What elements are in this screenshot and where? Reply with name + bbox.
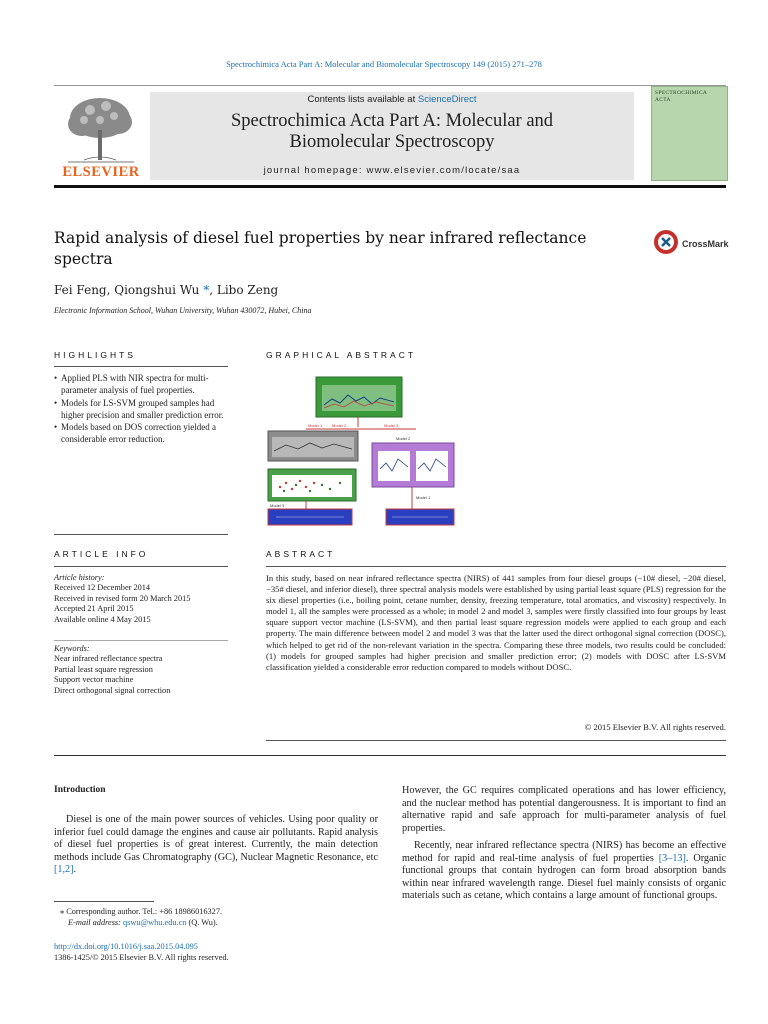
history-item: Available online 4 May 2015 (54, 614, 151, 624)
reference-link[interactable]: [3–13] (658, 852, 686, 864)
intro-right-text-a: Recently, near infrared reflectance spectra (NIRS) has become an effective method for rapid and real-time analysis of fuel properties (402, 840, 726, 864)
front-matter-end-rule (54, 755, 726, 756)
highlights-bottom-rule (54, 534, 228, 535)
article-title (54, 228, 614, 270)
article-title-line2: spectra (54, 250, 113, 268)
ga-label-model2b: Model 2 (396, 436, 411, 441)
keywords-block (54, 644, 228, 696)
ga-label-model3c: Model 3 (270, 503, 285, 508)
journal-title-line2: Biomolecular Spectroscopy (289, 132, 495, 152)
abstract-bottom-rule (266, 740, 726, 741)
article-info-rule (54, 566, 228, 567)
history-item: Received 12 December 2014 (54, 583, 151, 593)
footnote-rule (54, 901, 154, 902)
intro-right-paragraph-2 (402, 840, 726, 903)
author-list (54, 283, 278, 297)
header-thick-rule (54, 185, 726, 188)
intro-right-text-b: . Organic functional groups that contain hydrogen can form broad absorption bands within near infrared wavelength range. Diesel fuel mainly consists of organic materials such as cetane, which contains a large amount of functional groups. (402, 852, 726, 902)
contents-availability (150, 94, 634, 105)
highlight-item: • Models for LS-SVM grouped samples had higher precision and smaller prediction error. (54, 397, 228, 422)
crossmark-icon[interactable] (653, 229, 679, 255)
journal-citation[interactable]: Spectrochimica Acta Part A: Molecular and Biomolecular Spectroscopy 149 (2015) 271–278 (226, 59, 542, 69)
abstract-copyright: © 2015 Elsevier B.V. All rights reserved. (584, 722, 726, 732)
email-suffix: (Q. Wu). (186, 918, 218, 927)
history-item: Accepted 21 April 2015 (54, 604, 134, 614)
abstract-rule (266, 566, 726, 567)
corresponding-author-note: ⁎ Corresponding author. Tel.: +86 18986016327. (60, 907, 223, 916)
email-label: E-mail address: (68, 918, 123, 927)
doi-block (54, 941, 229, 963)
reference-link[interactable]: [1,2] (54, 864, 74, 876)
article-title-line1: Rapid analysis of diesel fuel properties by near infrared reflectance (54, 229, 587, 247)
issn-line: 1386-1425/© 2015 Elsevier B.V. All rights reserved. (54, 953, 229, 962)
cover-title: SPECTROCHIMICA ACTA (655, 90, 707, 103)
graphical-abstract-figure (266, 371, 456, 529)
ga-label-model2: Model 2 (332, 423, 347, 428)
highlights-heading: HIGHLIGHTS (54, 350, 136, 360)
introduction-heading: Introduction (54, 785, 106, 795)
journal-homepage[interactable]: journal homepage: www.elsevier.com/locate/saa (263, 165, 521, 176)
email-link[interactable]: qswu@whu.edu.cn (123, 918, 187, 927)
keywords-label: Keywords: (54, 644, 90, 653)
journal-title-line1: Spectrochimica Acta Part A: Molecular and (230, 111, 554, 131)
abstract-heading: ABSTRACT (266, 549, 336, 559)
authors-first: Fei Feng, Qiongshui Wu (54, 283, 200, 297)
keyword-item: Near infrared reflectance spectra (54, 654, 163, 664)
ga-label-model3: Model 3 (384, 423, 399, 428)
email-line (54, 917, 222, 928)
ga-label-model1: Model 1 (308, 423, 323, 428)
highlights-list (54, 372, 228, 446)
sciencedirect-link[interactable]: ScienceDirect (417, 94, 477, 105)
contents-prefix: Contents lists available at (307, 94, 418, 105)
keyword-item: Direct orthogonal signal correction (54, 685, 171, 695)
corresponding-author-marker[interactable]: * (199, 283, 210, 297)
history-label: Article history: (54, 573, 105, 582)
intro-right-paragraph-1: However, the GC requires complicated operations and has lower efficiency, and the nuclear method has potential dangerousness. It is important to find an alternative rapid and safe approach for multi-parameter analysis of fuel properties. (402, 785, 726, 834)
highlight-item: • Applied PLS with NIR spectra for multi-parameter analysis of fuel properties. (54, 372, 228, 397)
highlight-item: • Models based on DOS correction yielded a considerable error reduction. (54, 421, 228, 446)
header-rule (54, 85, 726, 86)
intro-left-text: Diesel is one of the main power sources of vehicles. Using poor quality or inferior fuel could damage the engines and cause air pollutants. Rapid analysis of diesel fuel properties is of great interest. Currently, the main detection methods include Gas Chromatography (GC), Nuclear Magnetic Resonance, etc (54, 814, 378, 863)
article-info-heading: ARTICLE INFO (54, 549, 149, 559)
authors-rest: , Libo Zeng (209, 283, 279, 297)
doi-link[interactable]: http://dx.doi.org/10.1016/j.saa.2015.04.095 (54, 942, 198, 951)
history-item: Received in revised form 20 March 2015 (54, 593, 191, 603)
graphical-abstract-heading: GRAPHICAL ABSTRACT (266, 350, 417, 360)
highlights-rule (54, 366, 228, 367)
article-history (54, 573, 228, 625)
ga-label-model1b: Model 1 (416, 495, 431, 500)
keyword-item: Support vector machine (54, 675, 134, 685)
journal-title (150, 111, 634, 153)
affiliation: Electronic Information School, Wuhan University, Wuhan 430072, Hubei, China (54, 306, 312, 315)
keyword-item: Partial least square regression (54, 664, 153, 674)
elsevier-wordmark: ELSEVIER (62, 164, 140, 180)
intro-left-paragraph (54, 814, 378, 877)
footnote (54, 906, 222, 928)
keywords-rule (54, 640, 228, 641)
abstract-text: In this study, based on near infrared reflectance spectra (NIRS) of 441 samples from four diesel groups (−10# diesel, −20# diesel, −35# diesel, and inferior diesel), three spectral analysis models were established by using partial least square (PLS) regression for the six diesel properties (i.e., boiling point, cetane number, density, freezing temperature, total aromatics, and viscosity) respectively. In model 1, all the samples were processed as a whole; in model 2 and model 3, samples were firstly classified into four groups by least square support vector machine (LS-SVM), and then partial least square regression models were applied to each group and each property. The main difference between model 2 and model 3 was that the latter used the direct orthogonal signal correction (DOSC), which helped to get rid of the non-relevant variation in the spectra. Comparing these three models, two results could be concluded: (1) models for grouped samples had higher precision and smaller prediction error; (2) models with DOSC after LS-SVM classification yielded a considerable error reduction compared to models without DOSC. (266, 573, 726, 672)
crossmark-label[interactable]: CrossMark (682, 239, 729, 249)
intro-left-end: . (73, 864, 77, 876)
